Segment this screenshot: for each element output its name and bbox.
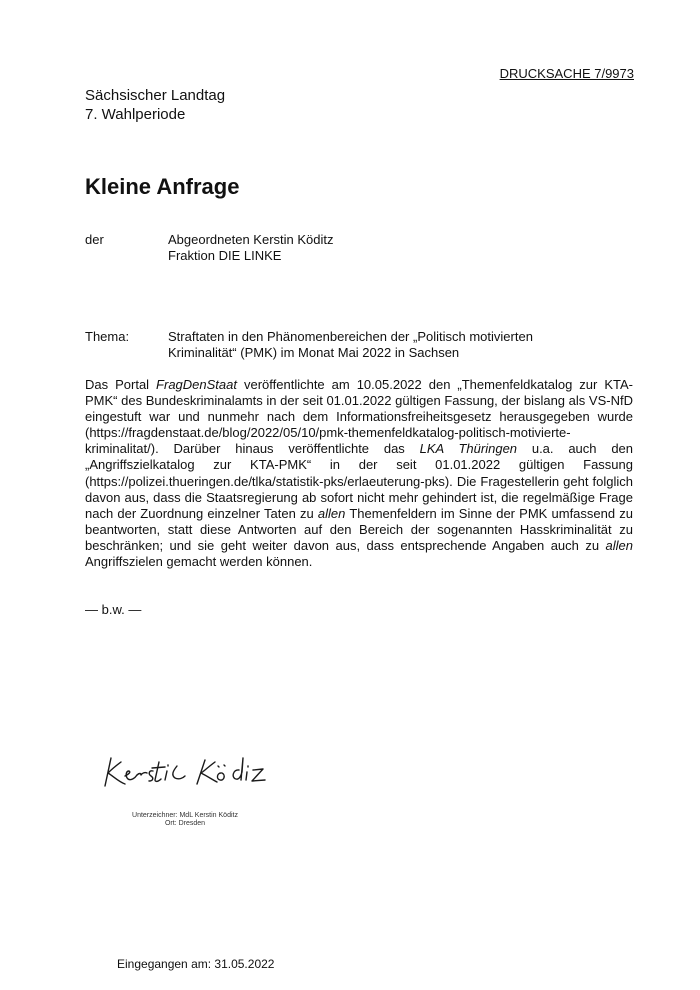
topic-line-2: Kriminalität“ (PMK) im Monat Mai 2022 in Sachsen xyxy=(168,345,460,360)
body-text-part: Das Portal xyxy=(85,377,157,392)
body-text-part: veröffentlichte am 10.05.2022 den „Themenfeldkatalog zur KTA-PMK“ des Bundeskriminalamts in der seit 01.01.2022 gültigen Fassung, der bislang als VS-NfD eingestuft war und nunmehr nach dem Informationsfreiheitsgesetz herausgegeben wurde (https://fragdenstaat.de/blog/2022/05/10/pmk-themenfeldkatalog-politisch-motivierte-kriminalitat/). Darüber hinaus veröffentlichte das xyxy=(85,377,633,457)
drucksache-number: DRUCKSACHE 7/9973 xyxy=(499,66,634,81)
body-text-part: Angriffszielen gemacht werden können. xyxy=(85,554,313,570)
author-name: Abgeordneten Kerstin Köditz xyxy=(168,232,334,247)
parliament-name: Sächsischer Landtag xyxy=(85,87,226,104)
body-emphasis: LKA Thüringen xyxy=(419,441,518,457)
legislative-period: 7. Wahlperiode xyxy=(85,106,186,123)
signer-place: Ort: Dresden xyxy=(164,820,206,827)
author-fraction: Fraktion DIE LINKE xyxy=(168,248,282,263)
topic-text xyxy=(168,329,628,361)
signer-info xyxy=(100,812,270,828)
document-title: Kleine Anfrage xyxy=(85,174,240,199)
signer-name: Unterzeichner: MdL Kerstin Köditz xyxy=(132,812,238,819)
author-block xyxy=(168,232,334,264)
body-emphasis: allen xyxy=(605,537,633,553)
body-text-part: u.a. auch den „Angriffszielkatalog zur KTA-PMK“ in der seit 01.01.2022 gültigen Fassung (https://polizei.thueringen.de/tlka/statistik-pks/erlaeuterung-pks). Die Fragestellerin geht folglich davon aus, dass die Staatsregierung ab sofort nicht mehr gehindert ist, die regelmäßige Frage nach der Zuordnung einzelner Taten zu xyxy=(85,441,634,521)
handwritten-signature xyxy=(95,740,270,800)
body-emphasis: FragDenStaat xyxy=(156,377,237,392)
author-label: der xyxy=(85,232,104,247)
body-paragraph xyxy=(85,377,633,570)
body-text-part: Themenfeldern im Sinne der PMK umfassend zu beantworten, statt diese Antworten auf den Bereich der sogenannten Hasskriminalität zu beschränken; und sie geht weiter davon aus, dass entsprechende Angaben auch zu xyxy=(85,505,634,553)
parliament-header xyxy=(85,86,225,124)
topic-line-1: Straftaten in den Phänomenbereichen der „Politisch motivierten xyxy=(168,329,533,344)
topic-label: Thema: xyxy=(85,329,130,344)
continuation-note: — b.w. — xyxy=(85,602,142,617)
body-emphasis: allen xyxy=(317,505,346,521)
received-date: Eingegangen am: 31.05.2022 xyxy=(117,957,275,971)
